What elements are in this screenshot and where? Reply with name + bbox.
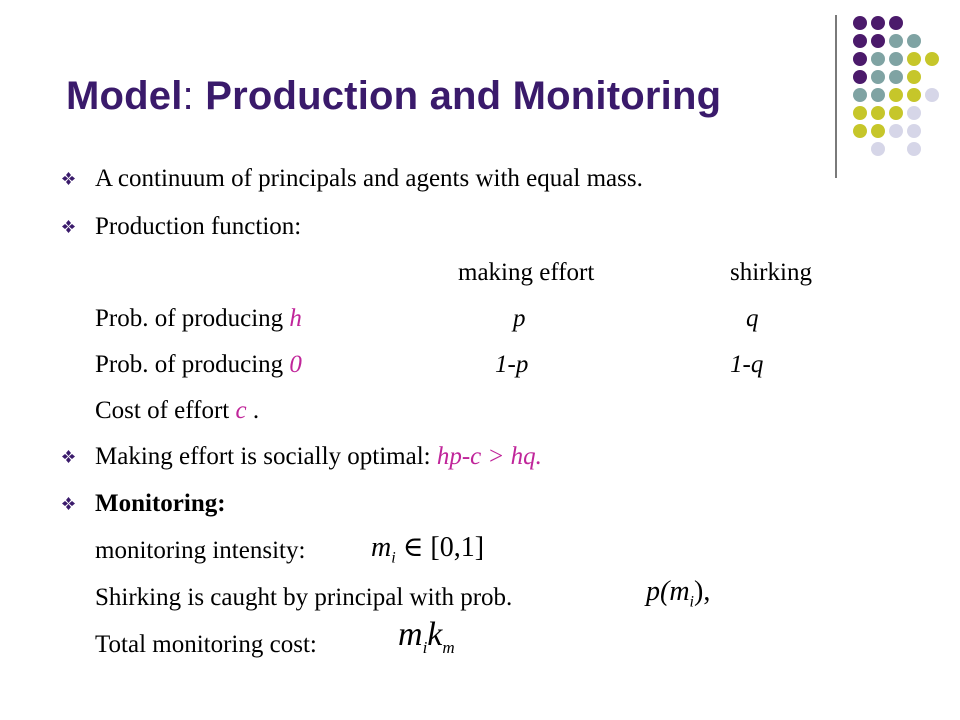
table-header-effort: making effort [458, 259, 595, 286]
dot [907, 88, 921, 102]
math-sub-i: i [422, 637, 428, 657]
dot [907, 106, 921, 120]
cell-q: q [746, 305, 759, 332]
intensity-formula [371, 530, 484, 568]
bullet-continuum: A continuum of principals and agents with equal mass. [95, 165, 643, 192]
total-monitoring-cost-label: Total monitoring cost: [95, 631, 317, 658]
divider-line [835, 15, 837, 178]
dot [853, 70, 867, 84]
optimal-expression: hp-c > hq. [436, 443, 542, 470]
cost-label: Cost of effort [95, 397, 236, 424]
bullet-production-function: Production function: [95, 213, 302, 240]
dot [853, 34, 867, 48]
math-close: ), [694, 576, 711, 607]
shirking-caught-label: Shirking is caught by principal with prob. [95, 584, 513, 611]
table-row-0-label [95, 350, 302, 380]
title-model: Model [66, 74, 183, 118]
cost-end: . [246, 397, 260, 424]
dot [889, 124, 903, 138]
diamond-bullet-icon [62, 220, 75, 233]
math-sub-m: m [442, 637, 455, 657]
dot [889, 88, 903, 102]
dot [907, 34, 921, 48]
dot [853, 106, 867, 120]
slide-title [66, 74, 721, 119]
dot [853, 16, 867, 30]
cost-formula [398, 616, 455, 658]
dot [907, 52, 921, 66]
dot [871, 124, 885, 138]
dot [871, 70, 885, 84]
dot [889, 34, 903, 48]
row-label: Prob. of producing [95, 305, 290, 332]
math-k: k [427, 616, 443, 653]
diamond-bullet-icon [62, 497, 75, 510]
dot [907, 124, 921, 138]
math-m: m [371, 532, 392, 563]
table-row-h-label [95, 304, 302, 334]
dot [871, 106, 885, 120]
dot [853, 52, 867, 66]
cell-1-p: 1-p [495, 351, 529, 378]
diamond-bullet-icon [62, 172, 75, 185]
dot [871, 88, 885, 102]
cell-1-q: 1-q [730, 351, 764, 378]
outcome-0: 0 [289, 351, 302, 378]
dot [925, 52, 939, 66]
row-label: Prob. of producing [95, 351, 290, 378]
table-header-shirking: shirking [730, 259, 812, 286]
dot [871, 34, 885, 48]
dot [907, 70, 921, 84]
dot [853, 88, 867, 102]
monitoring-intensity-label: monitoring intensity: [95, 537, 306, 564]
bullet-monitoring: Monitoring: [95, 490, 226, 517]
dot [925, 88, 939, 102]
optimal-label: Making effort is socially optimal: [95, 443, 437, 470]
dot [871, 142, 885, 156]
math-sub-i: i [689, 593, 694, 611]
title-colon: : [182, 74, 194, 118]
outcome-h: h [289, 305, 302, 332]
bullet-socially-optimal [95, 442, 542, 472]
diamond-bullet-icon [62, 450, 75, 463]
cell-p: p [513, 305, 526, 332]
dot [871, 52, 885, 66]
math-interval: ∈ [0,1] [395, 532, 485, 563]
dot [889, 106, 903, 120]
title-rest: Production and Monitoring [193, 74, 722, 118]
math-p-of-m: p(m [646, 576, 690, 607]
cost-of-effort [95, 396, 259, 426]
dot [889, 70, 903, 84]
dot [907, 142, 921, 156]
dot [853, 124, 867, 138]
dot [889, 52, 903, 66]
dot [871, 16, 885, 30]
cost-var-c: c [235, 397, 247, 424]
math-sub-i: i [391, 549, 396, 567]
caught-formula [646, 576, 710, 612]
dot [889, 16, 903, 30]
math-m: m [398, 616, 423, 653]
